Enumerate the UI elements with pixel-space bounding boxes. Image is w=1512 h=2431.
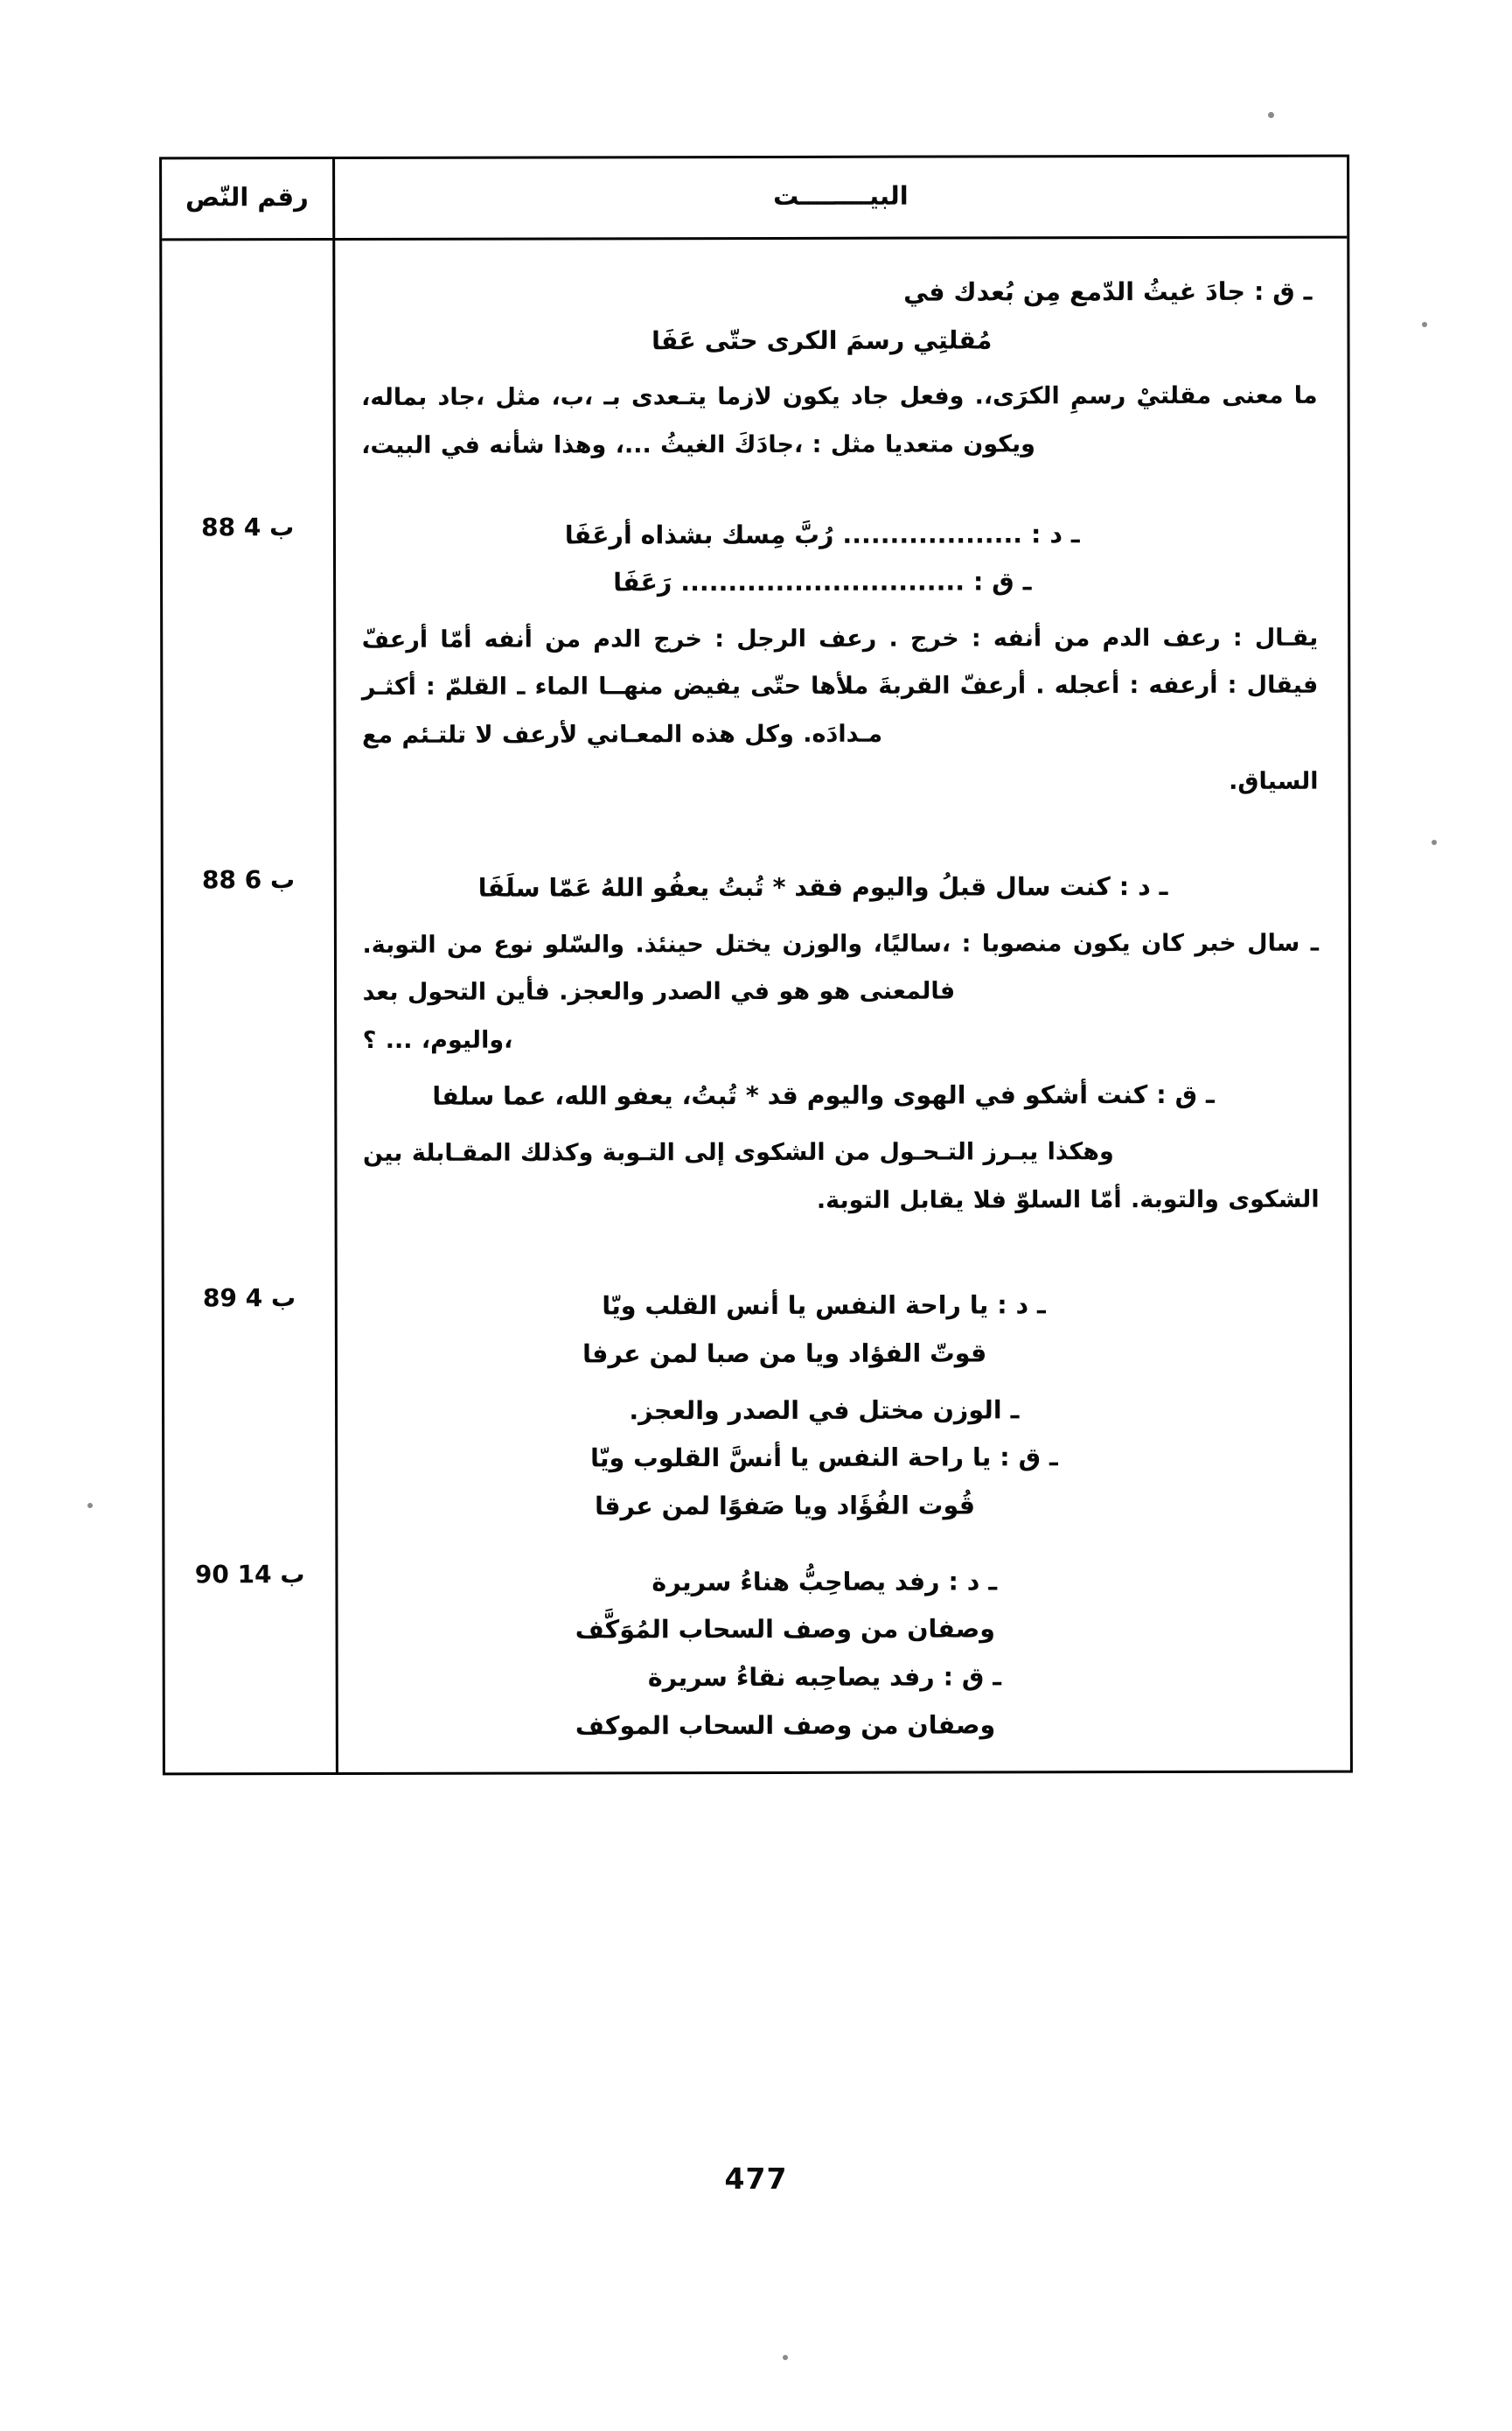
verse-comparison-table [159,155,1353,1775]
verse-line: قوتّ الفؤاد ويا من صبا لمن عرفا [582,1338,987,1369]
verse-line: ـ د : رفد يصاحِبُّ هناءُ سريرة [651,1567,998,1597]
bayt-cell [335,856,1349,1277]
table-body [162,237,1350,1772]
table-row [164,856,1349,1277]
text-number-cell [163,506,335,859]
commentary-paragraph: ما معنى مقلتيْ رسمِ الكرَى،. وفعل جاد يكون لازما يتـعدى بـ ،ب، مثل ،جاد بماله، ويكون متعديا مثل : ،جادَكَ الغيثُ ...، وهذا شأنه في البيت، [361,382,1318,459]
column-header-text-number [162,159,333,240]
text-number-cell [162,240,334,506]
verse-line: وصفان من وصف السحاب المُوَكَّف [575,1614,996,1645]
commentary-paragraph: السياق. [1229,767,1319,795]
page-number: 477 [724,2162,788,2196]
scan-speck [783,2355,788,2360]
bayt-cell [334,503,1348,858]
bayt-cell [336,1550,1350,1771]
table-header [162,157,1347,240]
commentary-paragraph: وهكذا يبـرز التـحـول من الشكوى إلى التـوبة وكذلك المقـابلة بين [362,1138,1114,1168]
text-number-value: 88 ب 4 [201,512,295,541]
table-row [162,237,1348,506]
verse-line: وصفان من وصف السحاب الموكف [575,1710,996,1741]
text-number-cell [164,1276,337,1553]
column-header-text-number-label: رقم النّص [185,182,309,213]
verse-line: ـ د : كنت سال قبلُ واليوم فقد * تُبتُ يعفُو اللهُ عَمّا سلَفَا [477,872,1168,903]
text-number-cell [164,1553,337,1772]
commentary-paragraph: ،واليوم، ... ؟ [362,1026,513,1054]
verse-line: ـ د : يا راحة النفس يا أنس القلب ويّا [602,1290,1046,1321]
commentary-paragraph: الشكوى والتوبة. أمّا السلوّ فلا يقابل التوبة. [816,1185,1320,1214]
verse-line: قُوت الفُؤَاد ويا صَفوًا لمن عرقا [595,1491,976,1521]
text-number-value: 89 ب 4 [202,1283,296,1313]
verse-line: ـ ق : .............................. رَعَفَا [613,567,1032,597]
table-row [163,503,1348,858]
column-header-bayt [333,157,1347,240]
bayt-cell [336,1275,1350,1553]
verse-line: ـ ق : يا راحة النفس يا أنسَّ القلوب ويّا [590,1443,1058,1473]
text-number-value: 90 ب 14 [194,1559,305,1589]
verse-line: ـ الوزن مختل في الصدر والعجز. [629,1394,1020,1425]
verse-line: ـ ق : جادَ غيثُ الدّمع مِن بُعدك في [903,276,1313,307]
verse-line: ـ ق : رفد يصاحِبه نقاءُ سريرة [647,1662,1002,1693]
verse-line: ـ د : ................... رُبَّ مِسك بشذاه أرعَفَا [564,519,1080,549]
column-header-bayt-label: البيــــــــت [773,180,909,211]
commentary-paragraph: يقـال : رعف الدم من أنفه : خرج . رعف الرجل : خرج الدم من أنفه أمّا أرعفّ فيقال : أرعفه : أعجله . أرعفّ القربةَ ملأها حتّى يفيض منهــا الماء ـ القلمّ : أكثـر مـدادَه. وكل هذه المعـاني لأرعف لا تلتـئم مع [361,624,1319,749]
text-number-cell [164,858,336,1277]
scan-speck [1268,112,1274,118]
scan-speck [87,1503,93,1508]
table-row [164,1550,1350,1772]
text-number-value: 88 ب 6 [201,865,296,895]
scan-speck [1432,840,1437,845]
scan-speck [1422,322,1427,327]
table-row [164,1275,1350,1553]
bayt-cell [333,237,1348,505]
table-header-row [162,157,1347,240]
commentary-paragraph: ـ سال خبر كان يكون منصوبا : ،ساليًا، والوزن يختل حينئذ. والسّلو نوع من التوبة. فالمعنى هو هو في الصدر والعجز. فأين التحول بعد [362,929,1319,1007]
verse-line: مُقلتِي رسمَ الكرى حتّى عَفَا [651,325,993,355]
verse-line: ـ ق : كنت أشكو في الهوى واليوم قد * تُبتُ، يعفو الله، عما سلفا [432,1080,1215,1112]
